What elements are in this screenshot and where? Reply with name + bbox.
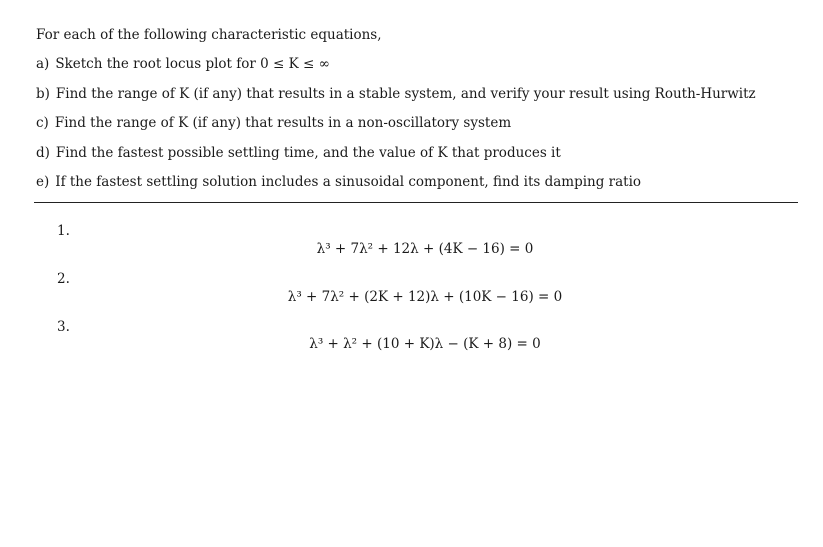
equation-3-number: 3. — [57, 319, 70, 335]
question-d-prefix: d) — [36, 145, 50, 161]
equation-2: λ³ + 7λ² + (2K + 12)λ + (10K − 16) = 0 — [287, 289, 563, 305]
equation-1: λ³ + 7λ² + 12λ + (4K − 16) = 0 — [316, 241, 534, 257]
question-d — [36, 144, 561, 162]
question-d-text: Find the fastest possible settling time, and the value of K that produces it — [55, 145, 561, 161]
question-e-text: If the fastest settling solution includes a sinusoidal component, find its damping ratio — [55, 174, 642, 190]
equation-2-number: 2. — [57, 271, 70, 287]
equation-1-number: 1. — [57, 223, 70, 239]
question-c — [36, 114, 511, 132]
question-a-prefix: a) — [36, 56, 50, 72]
question-b — [36, 85, 756, 103]
question-a-text: Sketch the root locus plot for 0 ≤ K ≤ ∞ — [55, 56, 330, 72]
question-e-prefix: e) — [36, 174, 50, 190]
question-a — [36, 55, 330, 73]
question-b-prefix: b) — [36, 86, 50, 102]
question-e — [36, 173, 641, 191]
question-c-text: Find the range of K (if any) that results in a non-oscillatory system — [54, 115, 512, 131]
horizontal-rule — [34, 202, 798, 203]
equation-3: λ³ + λ² + (10 + K)λ − (K + 8) = 0 — [309, 336, 541, 352]
question-b-text: Find the range of K (if any) that results in a stable system, and verify your result using Routh-Hurwitz — [55, 86, 756, 102]
question-c-prefix: c) — [36, 115, 49, 131]
intro-text: For each of the following characteristic equations, — [36, 27, 382, 43]
